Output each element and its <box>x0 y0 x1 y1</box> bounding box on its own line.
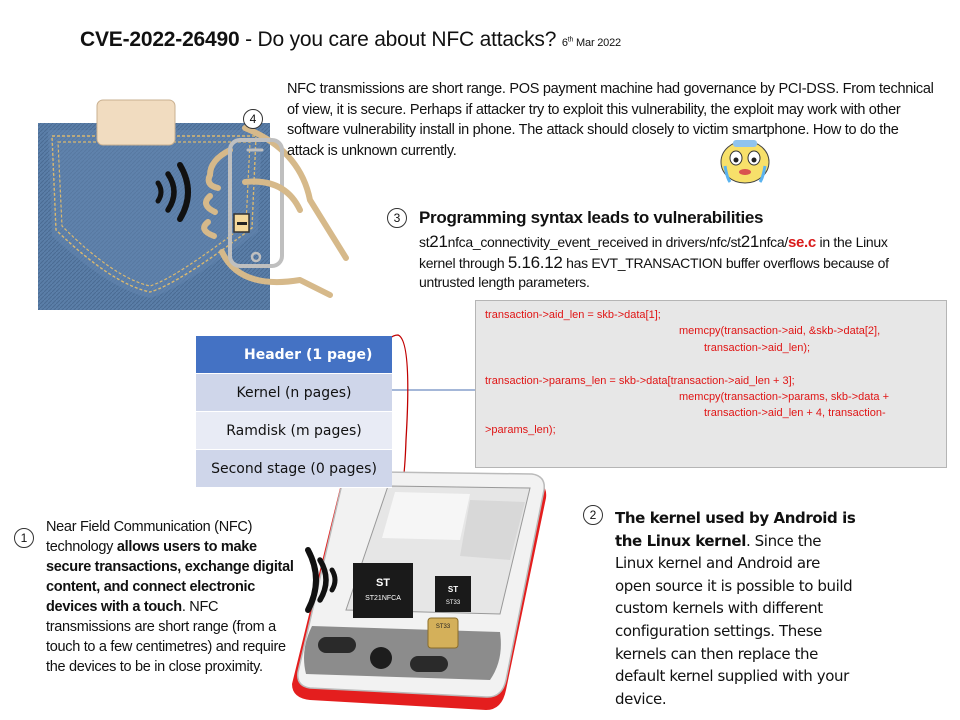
code-snippet <box>475 300 947 468</box>
title-date: 6th Mar 2022 <box>561 36 621 49</box>
chip2-logo: ST <box>447 585 459 594</box>
step-number-1: 1 <box>14 528 34 548</box>
code-line: transaction->aid_len + 4, transaction- <box>704 407 886 420</box>
code-line: transaction->aid_len = skb->data[1]; <box>485 309 661 321</box>
table-row: Kernel (n pages) <box>196 374 392 412</box>
table-row: Second stage (0 pages) <box>196 450 392 488</box>
title-text: - Do you care about NFC attacks? <box>239 28 562 51</box>
section3-text: st21nfca_connectivity_event_received in drivers/nfc/st21nfca/se.c in the Linux kernel through 5.16.12 has EVT_TRANSACTION buffer overflows because of untrusted length parameters. <box>419 232 889 290</box>
source-file-name: se.c <box>787 234 816 251</box>
st21nfca-chip <box>353 563 413 618</box>
section3-title: Programming syntax leads to vulnerabilities <box>419 208 764 227</box>
step-number-4: 4 <box>243 109 263 129</box>
code-line: memcpy(transaction->aid, &skb->data[2], <box>679 325 881 338</box>
st33-chip <box>435 576 471 612</box>
sim-label: ST33 <box>435 624 451 630</box>
section1-text: Near Field Communication (NFC) technology allows users to make secure transactions, exchange digital content, and connect electronic devices with a touch. NFC transmissions are short range (from a touch to a few centimetres) and require the devices to be in close proximity. <box>46 519 294 675</box>
section2-text: The kernel used by Android is the Linux kernel. Since the Linux kernel and Android are open source it is possible to build custom kernels with different configuration settings. These kernels can then replace the default kernel supplied with your device. <box>615 509 856 708</box>
cve-id: CVE-2022-26490 <box>80 28 240 51</box>
jeans-pocket-image <box>38 100 270 310</box>
page-title <box>80 28 621 52</box>
step-number-2: 2 <box>583 505 603 525</box>
chip1-logo: ST <box>375 577 391 589</box>
table-row: Ramdisk (m pages) <box>196 412 392 450</box>
code-line: memcpy(transaction->params, skb->data + <box>679 391 890 404</box>
step-number-3: 3 <box>387 208 407 228</box>
chip2-label: ST33 <box>445 600 461 606</box>
table-header-row: Header (1 page) <box>196 336 392 374</box>
boot-image-table <box>196 336 392 488</box>
code-line <box>485 356 946 372</box>
chip1-label: ST21NFCA <box>365 595 401 602</box>
sim-chip <box>428 618 458 648</box>
hacker-icon <box>234 214 249 232</box>
section4-text: NFC transmissions are short range. POS payment machine had governance by PCI-DSS. From technical of view, it is secure. Perhaps if attacker try to exploit this vulnerability, the exploit may work with other software vulnerability install in phone. The attack should closely to victim smartphone. How to do the attack is unknown currently. <box>287 81 934 159</box>
code-line: transaction->params_len = skb->data[transaction->aid_len + 3]; <box>485 374 795 387</box>
code-line: transaction->aid_len); <box>704 341 811 354</box>
code-line: >params_len); <box>485 423 556 436</box>
